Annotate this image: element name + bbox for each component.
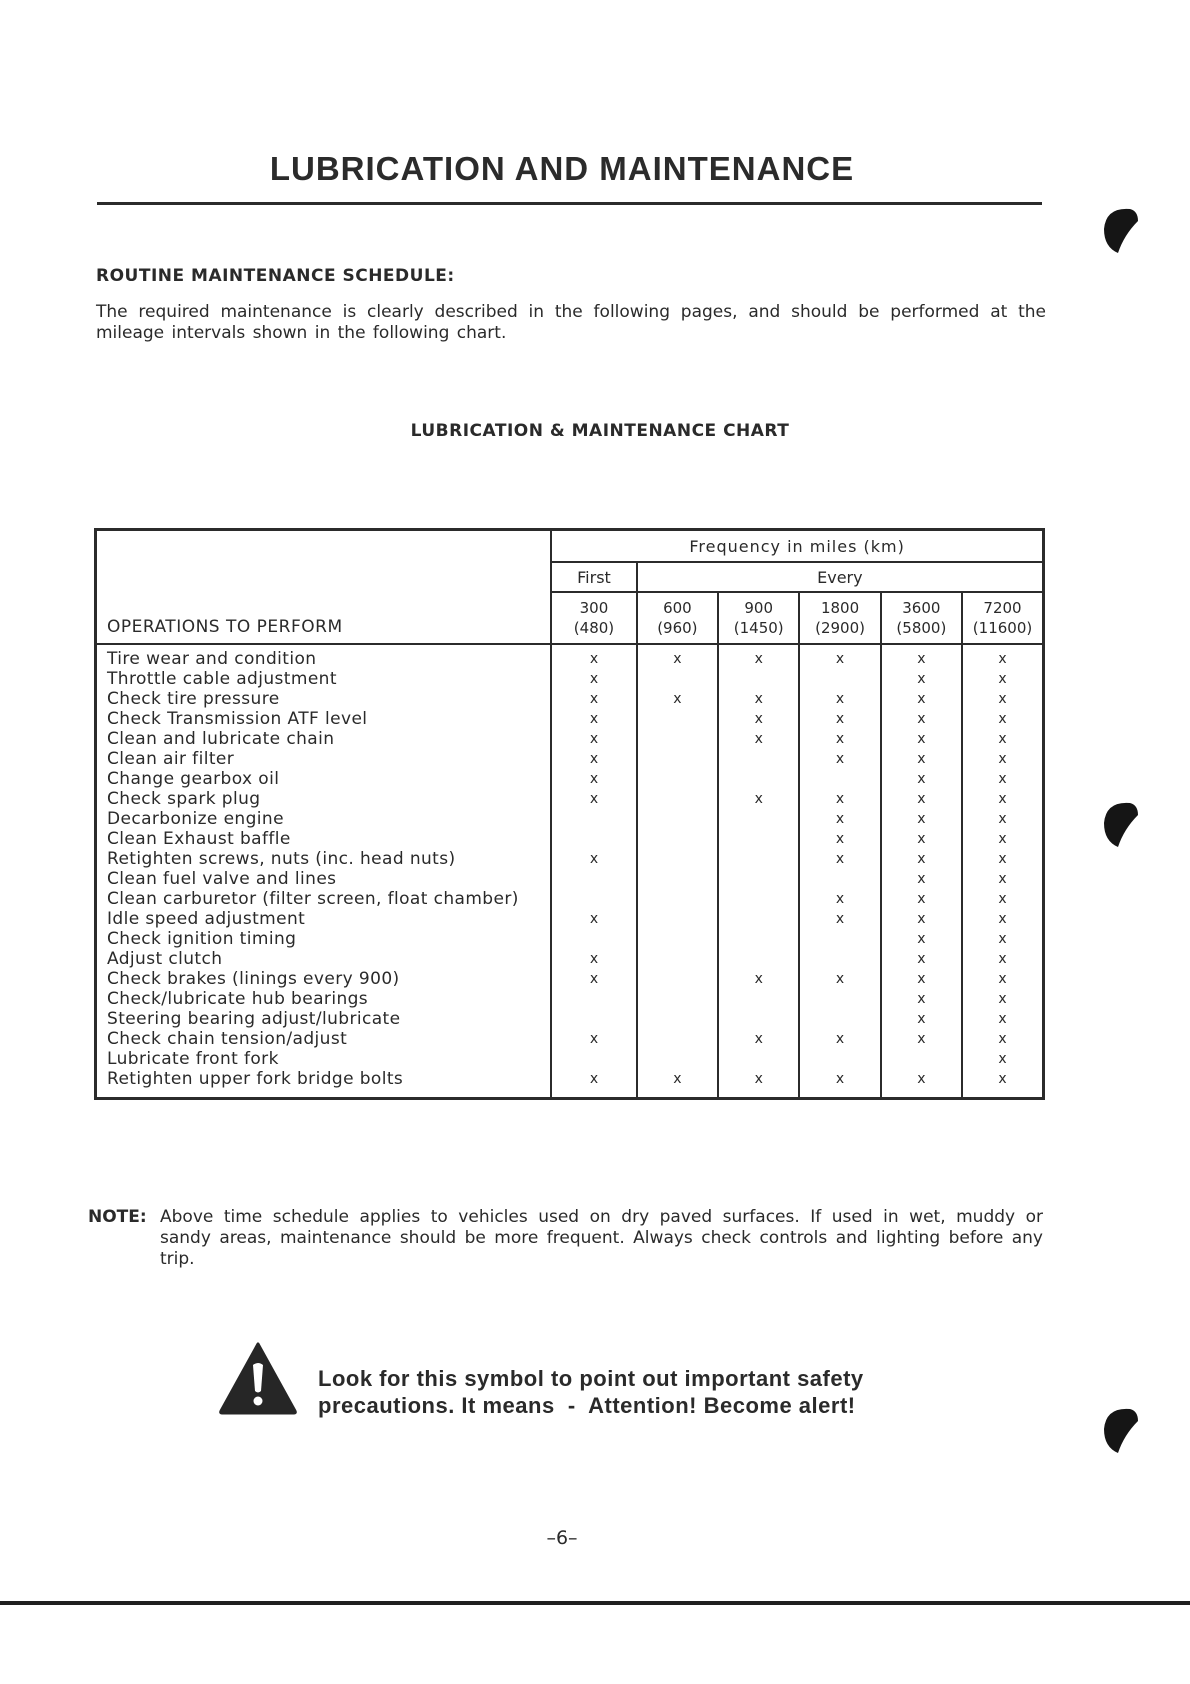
interval-mark: x bbox=[917, 991, 926, 1007]
page-title: LUBRICATION AND MAINTENANCE bbox=[269, 150, 855, 187]
operation-item: Throttle cable adjustment bbox=[107, 669, 337, 689]
note-block bbox=[88, 1207, 1043, 1270]
frequency-header: Frequency in miles (km) bbox=[551, 530, 1043, 563]
marks-column bbox=[637, 644, 718, 1099]
operation-item: Check spark plug bbox=[107, 789, 261, 809]
interval-mark: x bbox=[998, 731, 1007, 747]
marks-list bbox=[882, 649, 961, 1089]
interval-mark bbox=[552, 809, 636, 829]
operation-item: Lubricate front fork bbox=[107, 1049, 279, 1069]
interval-mark bbox=[800, 1009, 879, 1029]
operation-item: Tire wear and condition bbox=[107, 649, 317, 669]
binder-hole-icon bbox=[1098, 799, 1140, 849]
warning-line-2: precautions. It means - Attention! Become alert! bbox=[318, 1393, 856, 1418]
interval-mark bbox=[638, 889, 717, 909]
interval-mark: x bbox=[673, 651, 682, 667]
interval-header bbox=[637, 592, 718, 644]
marks-column bbox=[718, 644, 799, 1099]
interval-mark: x bbox=[589, 651, 599, 667]
interval-mark: x bbox=[835, 891, 845, 907]
interval-mark: x bbox=[998, 871, 1007, 887]
interval-header bbox=[799, 592, 880, 644]
interval-miles: 1800 bbox=[820, 599, 860, 617]
interval-km: (2900) bbox=[815, 619, 865, 637]
interval-mark: x bbox=[917, 651, 926, 667]
interval-mark: x bbox=[998, 951, 1007, 967]
interval-mark bbox=[552, 829, 636, 849]
interval-mark: x bbox=[998, 791, 1007, 807]
interval-mark: x bbox=[998, 1031, 1007, 1047]
interval-mark bbox=[719, 749, 798, 769]
interval-mark: x bbox=[998, 991, 1007, 1007]
interval-mark: x bbox=[917, 891, 926, 907]
interval-mark: x bbox=[835, 851, 845, 867]
maintenance-chart bbox=[94, 528, 1045, 1100]
interval-mark: x bbox=[998, 1051, 1007, 1067]
interval-mark: x bbox=[917, 851, 926, 867]
interval-mark: x bbox=[998, 831, 1007, 847]
interval-mark: x bbox=[917, 671, 926, 687]
marks-list bbox=[638, 649, 717, 1089]
interval-mark: x bbox=[917, 931, 926, 947]
interval-mark bbox=[638, 829, 717, 849]
interval-mark bbox=[638, 989, 717, 1009]
interval-miles: 600 bbox=[663, 599, 692, 617]
interval-km: (960) bbox=[657, 619, 698, 637]
interval-mark: x bbox=[917, 771, 926, 787]
interval-mark: x bbox=[998, 751, 1007, 767]
marks-list bbox=[552, 649, 636, 1089]
interval-mark: x bbox=[754, 1031, 763, 1047]
interval-mark bbox=[719, 829, 798, 849]
interval-miles: 300 bbox=[579, 599, 609, 617]
operation-item: Clean Exhaust baffle bbox=[107, 829, 291, 849]
operations-column bbox=[96, 644, 552, 1099]
operation-item: Check Transmission ATF level bbox=[107, 709, 368, 729]
interval-mark: x bbox=[998, 931, 1007, 947]
interval-mark: x bbox=[589, 971, 599, 987]
interval-mark: x bbox=[835, 831, 845, 847]
interval-mark bbox=[552, 1049, 636, 1069]
interval-mark bbox=[719, 929, 798, 949]
section-heading: ROUTINE MAINTENANCE SCHEDULE: bbox=[96, 266, 455, 286]
every-header: Every bbox=[637, 562, 1044, 592]
interval-mark bbox=[719, 669, 798, 689]
interval-mark: x bbox=[673, 691, 682, 707]
interval-mark bbox=[638, 1009, 717, 1029]
operation-item: Check chain tension/adjust bbox=[107, 1029, 348, 1049]
binder-hole-icon bbox=[1098, 205, 1140, 255]
marks-list bbox=[800, 649, 879, 1089]
interval-mark bbox=[638, 969, 717, 989]
interval-mark bbox=[638, 929, 717, 949]
interval-mark: x bbox=[754, 711, 763, 727]
interval-km: (5800) bbox=[896, 619, 947, 637]
interval-mark: x bbox=[917, 1011, 926, 1027]
interval-mark: x bbox=[917, 811, 926, 827]
interval-header bbox=[962, 592, 1043, 644]
operation-item: Adjust clutch bbox=[107, 949, 223, 969]
interval-mark bbox=[800, 1049, 879, 1069]
note-label: NOTE: bbox=[88, 1207, 147, 1227]
interval-mark bbox=[638, 1049, 717, 1069]
interval-mark bbox=[638, 909, 717, 929]
operation-item: Change gearbox oil bbox=[107, 769, 280, 789]
operations-header: OPERATIONS TO PERFORM bbox=[96, 530, 552, 645]
interval-mark bbox=[800, 929, 879, 949]
interval-mark: x bbox=[917, 691, 926, 707]
interval-mark: x bbox=[835, 911, 845, 927]
interval-header bbox=[551, 592, 637, 644]
interval-header bbox=[881, 592, 962, 644]
interval-mark bbox=[638, 869, 717, 889]
interval-mark bbox=[800, 949, 879, 969]
interval-mark: x bbox=[589, 911, 599, 927]
interval-mark: x bbox=[589, 1031, 599, 1047]
interval-km: (480) bbox=[573, 619, 615, 637]
interval-mark: x bbox=[835, 751, 845, 767]
interval-mark bbox=[638, 749, 717, 769]
interval-mark: x bbox=[917, 711, 926, 727]
interval-mark: x bbox=[917, 1031, 926, 1047]
interval-mark bbox=[719, 849, 798, 869]
interval-mark bbox=[800, 869, 879, 889]
interval-mark: x bbox=[998, 811, 1007, 827]
operation-item: Clean carburetor (filter screen, float chamber) bbox=[107, 889, 519, 909]
interval-mark: x bbox=[835, 731, 845, 747]
interval-mark: x bbox=[998, 651, 1007, 667]
interval-mark bbox=[638, 789, 717, 809]
binder-hole-icon bbox=[1098, 1405, 1140, 1455]
interval-mark bbox=[638, 1029, 717, 1049]
marks-column bbox=[551, 644, 637, 1099]
warning-text bbox=[318, 1365, 864, 1419]
interval-mark bbox=[719, 1009, 798, 1029]
operation-item: Check/lubricate hub bearings bbox=[107, 989, 369, 1009]
marks-list bbox=[963, 649, 1042, 1089]
marks-column bbox=[962, 644, 1043, 1099]
interval-mark: x bbox=[589, 771, 599, 787]
interval-mark: x bbox=[835, 971, 845, 987]
interval-mark: x bbox=[917, 871, 926, 887]
interval-mark: x bbox=[835, 811, 845, 827]
chart-title: LUBRICATION & MAINTENANCE CHART bbox=[410, 421, 790, 441]
interval-mark: x bbox=[589, 671, 599, 687]
title-rule bbox=[97, 202, 1042, 205]
interval-mark bbox=[800, 669, 879, 689]
interval-mark bbox=[719, 909, 798, 929]
operation-item: Retighten upper fork bridge bolts bbox=[107, 1069, 404, 1089]
interval-mark: x bbox=[589, 711, 599, 727]
interval-mark: x bbox=[917, 1071, 926, 1087]
operation-item: Retighten screws, nuts (inc. head nuts) bbox=[107, 849, 456, 869]
interval-mark bbox=[552, 869, 636, 889]
bottom-rule bbox=[0, 1601, 1190, 1605]
interval-mark: x bbox=[754, 971, 763, 987]
interval-mark bbox=[719, 769, 798, 789]
interval-mark: x bbox=[835, 711, 845, 727]
note-text: Above time schedule applies to vehicles used on dry paved surfaces. If used in wet, muddy or sandy areas, maintenance should be more frequent. Always check controls and lighting before any trip. bbox=[160, 1207, 1043, 1269]
interval-mark: x bbox=[917, 831, 926, 847]
marks-list bbox=[719, 649, 798, 1089]
interval-mark: x bbox=[835, 691, 845, 707]
interval-km: (11600) bbox=[972, 619, 1033, 637]
interval-mark: x bbox=[998, 671, 1007, 687]
interval-mark bbox=[719, 1049, 798, 1069]
interval-mark: x bbox=[835, 1071, 845, 1087]
interval-mark: x bbox=[998, 1071, 1007, 1087]
first-header: First bbox=[551, 562, 637, 592]
interval-mark: x bbox=[998, 1011, 1007, 1027]
operation-item: Clean air filter bbox=[107, 749, 235, 769]
interval-mark: x bbox=[998, 851, 1007, 867]
interval-mark: x bbox=[835, 1031, 845, 1047]
operation-item: Check tire pressure bbox=[107, 689, 280, 709]
operation-item: Steering bearing adjust/lubricate bbox=[107, 1009, 401, 1029]
interval-mark: x bbox=[754, 731, 763, 747]
interval-mark: x bbox=[589, 731, 599, 747]
interval-km: (1450) bbox=[733, 619, 784, 637]
interval-mark bbox=[552, 889, 636, 909]
marks-column bbox=[881, 644, 962, 1099]
interval-mark bbox=[638, 849, 717, 869]
interval-mark bbox=[638, 769, 717, 789]
page-number: –6– bbox=[546, 1527, 578, 1549]
marks-column bbox=[799, 644, 880, 1099]
interval-mark: x bbox=[589, 751, 599, 767]
operation-item: Check brakes (linings every 900) bbox=[107, 969, 400, 989]
interval-mark bbox=[638, 809, 717, 829]
interval-mark bbox=[552, 989, 636, 1009]
interval-mark: x bbox=[917, 911, 926, 927]
interval-mark bbox=[719, 949, 798, 969]
interval-mark bbox=[638, 949, 717, 969]
interval-mark: x bbox=[589, 691, 599, 707]
interval-mark: x bbox=[589, 1071, 599, 1087]
warning-triangle-icon bbox=[218, 1341, 298, 1415]
interval-mark: x bbox=[998, 971, 1007, 987]
intro-paragraph: The required maintenance is clearly described in the following pages, and should be performed at the mileage intervals shown in the following chart. bbox=[96, 302, 1046, 343]
interval-mark: x bbox=[835, 651, 845, 667]
interval-mark: x bbox=[589, 951, 599, 967]
interval-mark: x bbox=[754, 691, 763, 707]
interval-mark: x bbox=[917, 731, 926, 747]
interval-mark: x bbox=[589, 791, 599, 807]
operation-item: Idle speed adjustment bbox=[107, 909, 306, 929]
interval-mark bbox=[552, 1009, 636, 1029]
interval-mark: x bbox=[754, 791, 763, 807]
interval-mark: x bbox=[998, 771, 1007, 787]
interval-mark bbox=[719, 809, 798, 829]
warning-line-1: Look for this symbol to point out important safety bbox=[318, 1366, 864, 1391]
interval-mark: x bbox=[998, 911, 1007, 927]
interval-mark bbox=[719, 989, 798, 1009]
interval-mark: x bbox=[917, 971, 926, 987]
interval-mark bbox=[719, 869, 798, 889]
interval-mark: x bbox=[754, 1071, 763, 1087]
operation-item: Check ignition timing bbox=[107, 929, 297, 949]
interval-miles: 900 bbox=[744, 599, 774, 617]
interval-mark: x bbox=[589, 851, 599, 867]
interval-mark bbox=[638, 709, 717, 729]
interval-header bbox=[718, 592, 799, 644]
interval-mark bbox=[800, 769, 879, 789]
interval-miles: 3600 bbox=[902, 599, 941, 617]
interval-mark: x bbox=[917, 951, 926, 967]
interval-mark: x bbox=[754, 651, 763, 667]
interval-mark: x bbox=[998, 891, 1007, 907]
interval-mark: x bbox=[998, 711, 1007, 727]
operation-item: Clean and lubricate chain bbox=[107, 729, 335, 749]
operation-item: Decarbonize engine bbox=[107, 809, 284, 829]
interval-mark: x bbox=[917, 751, 926, 767]
interval-mark bbox=[638, 729, 717, 749]
interval-mark: x bbox=[917, 791, 926, 807]
interval-mark: x bbox=[835, 791, 845, 807]
interval-mark bbox=[719, 889, 798, 909]
interval-miles: 7200 bbox=[983, 599, 1022, 617]
operation-item: Clean fuel valve and lines bbox=[107, 869, 337, 889]
interval-mark: x bbox=[673, 1071, 682, 1087]
interval-mark bbox=[800, 989, 879, 1009]
operations-list bbox=[97, 649, 550, 1089]
interval-mark bbox=[552, 929, 636, 949]
interval-mark bbox=[882, 1049, 961, 1069]
interval-mark bbox=[638, 669, 717, 689]
interval-mark: x bbox=[998, 691, 1007, 707]
